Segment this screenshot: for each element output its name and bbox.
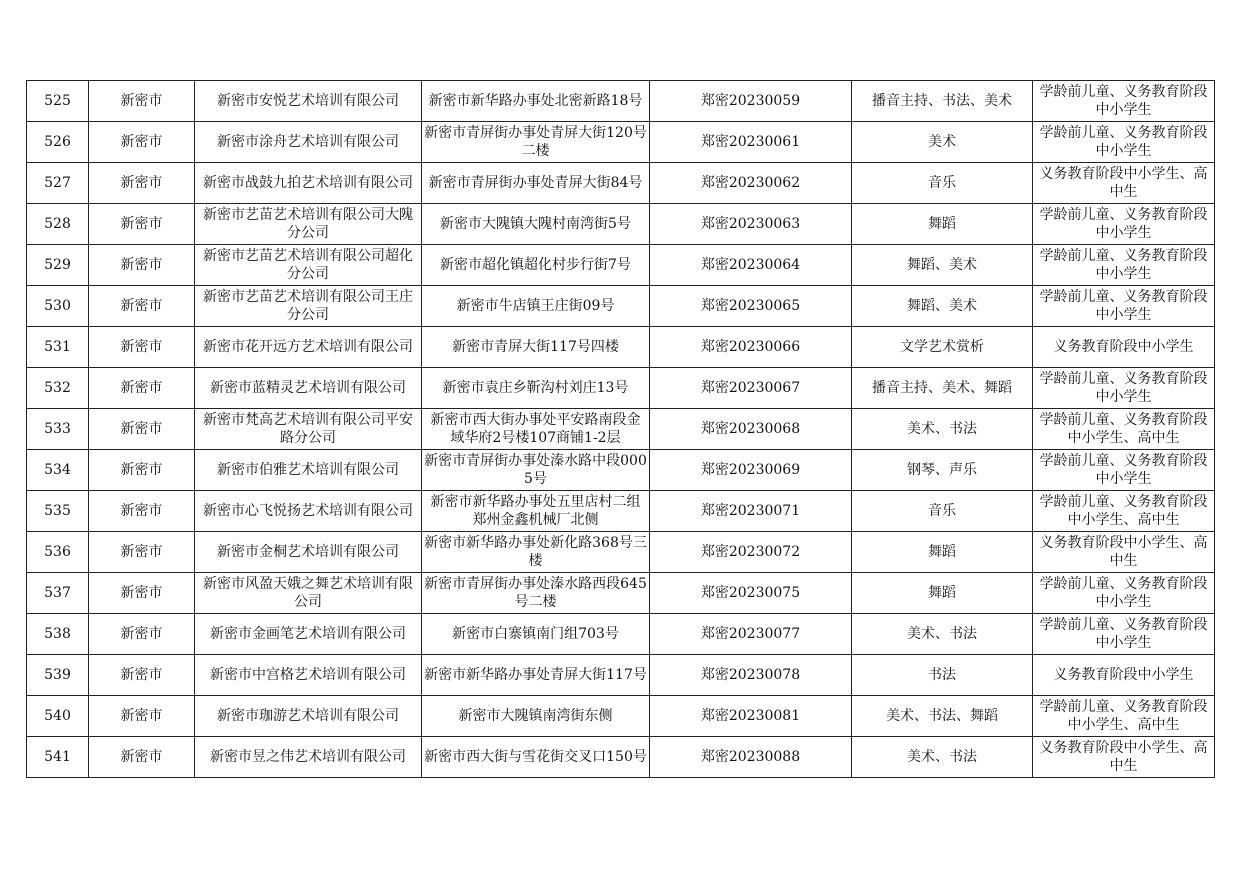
audience-cell: 学龄前儿童、义务教育阶段中小学生 [1033, 614, 1215, 655]
table-row [27, 696, 1215, 737]
city-cell: 新密市 [89, 286, 195, 327]
institution-name-cell: 新密市梵高艺术培训有限公司平安路分公司 [195, 409, 422, 450]
audience-cell: 义务教育阶段中小学生、高中生 [1033, 737, 1215, 778]
institution-name-cell: 新密市涂舟艺术培训有限公司 [195, 122, 422, 163]
city-cell: 新密市 [89, 573, 195, 614]
license-number-cell: 郑密20230072 [650, 532, 852, 573]
audience-cell: 义务教育阶段中小学生 [1033, 327, 1215, 368]
institution-name-cell: 新密市安悦艺术培训有限公司 [195, 81, 422, 122]
city-cell: 新密市 [89, 532, 195, 573]
address-cell: 新密市青屏街办事处青屏大街84号 [422, 163, 650, 204]
audience-cell: 学龄前儿童、义务教育阶段中小学生 [1033, 286, 1215, 327]
subjects-cell: 舞蹈 [852, 573, 1033, 614]
table-row [27, 491, 1215, 532]
row-number-cell: 528 [27, 204, 89, 245]
audience-cell: 学龄前儿童、义务教育阶段中小学生 [1033, 81, 1215, 122]
city-cell: 新密市 [89, 163, 195, 204]
institution-name-cell: 新密市花开远方艺术培训有限公司 [195, 327, 422, 368]
city-cell: 新密市 [89, 450, 195, 491]
table-body [27, 81, 1215, 778]
subjects-cell: 舞蹈 [852, 204, 1033, 245]
subjects-cell: 音乐 [852, 491, 1033, 532]
row-number-cell: 532 [27, 368, 89, 409]
license-number-cell: 郑密20230062 [650, 163, 852, 204]
row-number-cell: 540 [27, 696, 89, 737]
subjects-cell: 美术、书法 [852, 614, 1033, 655]
institution-name-cell: 新密市中宫格艺术培训有限公司 [195, 655, 422, 696]
audience-cell: 学龄前儿童、义务教育阶段中小学生 [1033, 573, 1215, 614]
table-row [27, 81, 1215, 122]
institution-name-cell: 新密市艺苗艺术培训有限公司王庄分公司 [195, 286, 422, 327]
table-row [27, 450, 1215, 491]
row-number-cell: 529 [27, 245, 89, 286]
address-cell: 新密市新华路办事处北密新路18号 [422, 81, 650, 122]
table-row [27, 573, 1215, 614]
institution-name-cell: 新密市珈游艺术培训有限公司 [195, 696, 422, 737]
audience-cell: 学龄前儿童、义务教育阶段中小学生 [1033, 204, 1215, 245]
city-cell: 新密市 [89, 655, 195, 696]
subjects-cell: 舞蹈 [852, 532, 1033, 573]
institution-name-cell: 新密市金桐艺术培训有限公司 [195, 532, 422, 573]
row-number-cell: 533 [27, 409, 89, 450]
row-number-cell: 539 [27, 655, 89, 696]
row-number-cell: 527 [27, 163, 89, 204]
audience-cell: 学龄前儿童、义务教育阶段中小学生、高中生 [1033, 696, 1215, 737]
address-cell: 新密市白寨镇南门组703号 [422, 614, 650, 655]
address-cell: 新密市青屏街办事处溱水路中段0005号 [422, 450, 650, 491]
subjects-cell: 美术、书法、舞蹈 [852, 696, 1033, 737]
table-row [27, 737, 1215, 778]
city-cell: 新密市 [89, 614, 195, 655]
audience-cell: 学龄前儿童、义务教育阶段中小学生、高中生 [1033, 409, 1215, 450]
audience-cell: 义务教育阶段中小学生、高中生 [1033, 532, 1215, 573]
license-number-cell: 郑密20230088 [650, 737, 852, 778]
city-cell: 新密市 [89, 696, 195, 737]
audience-cell: 义务教育阶段中小学生、高中生 [1033, 163, 1215, 204]
subjects-cell: 舞蹈、美术 [852, 245, 1033, 286]
address-cell: 新密市牛店镇王庄街09号 [422, 286, 650, 327]
license-number-cell: 郑密20230075 [650, 573, 852, 614]
row-number-cell: 538 [27, 614, 89, 655]
audience-cell: 义务教育阶段中小学生 [1033, 655, 1215, 696]
table-row [27, 368, 1215, 409]
table-row [27, 327, 1215, 368]
address-cell: 新密市大隗镇大隗村南湾街5号 [422, 204, 650, 245]
table-row [27, 409, 1215, 450]
address-cell: 新密市新华路办事处新化路368号三楼 [422, 532, 650, 573]
address-cell: 新密市袁庄乡靳沟村刘庄13号 [422, 368, 650, 409]
institution-table [26, 80, 1215, 778]
license-number-cell: 郑密20230081 [650, 696, 852, 737]
subjects-cell: 美术、书法 [852, 737, 1033, 778]
address-cell: 新密市西大街与雪花街交叉口150号 [422, 737, 650, 778]
row-number-cell: 535 [27, 491, 89, 532]
row-number-cell: 526 [27, 122, 89, 163]
license-number-cell: 郑密20230071 [650, 491, 852, 532]
license-number-cell: 郑密20230059 [650, 81, 852, 122]
row-number-cell: 525 [27, 81, 89, 122]
audience-cell: 学龄前儿童、义务教育阶段中小学生 [1033, 450, 1215, 491]
audience-cell: 学龄前儿童、义务教育阶段中小学生 [1033, 245, 1215, 286]
address-cell: 新密市青屏街办事处溱水路西段645号二楼 [422, 573, 650, 614]
institution-name-cell: 新密市艺苗艺术培训有限公司大隗分公司 [195, 204, 422, 245]
subjects-cell: 音乐 [852, 163, 1033, 204]
city-cell: 新密市 [89, 409, 195, 450]
city-cell: 新密市 [89, 491, 195, 532]
license-number-cell: 郑密20230078 [650, 655, 852, 696]
license-number-cell: 郑密20230063 [650, 204, 852, 245]
license-number-cell: 郑密20230061 [650, 122, 852, 163]
subjects-cell: 舞蹈、美术 [852, 286, 1033, 327]
table-row [27, 286, 1215, 327]
license-number-cell: 郑密20230067 [650, 368, 852, 409]
license-number-cell: 郑密20230077 [650, 614, 852, 655]
city-cell: 新密市 [89, 245, 195, 286]
city-cell: 新密市 [89, 122, 195, 163]
subjects-cell: 播音主持、美术、舞蹈 [852, 368, 1033, 409]
table-row [27, 532, 1215, 573]
subjects-cell: 美术 [852, 122, 1033, 163]
city-cell: 新密市 [89, 737, 195, 778]
license-number-cell: 郑密20230066 [650, 327, 852, 368]
table-row [27, 245, 1215, 286]
license-number-cell: 郑密20230064 [650, 245, 852, 286]
audience-cell: 学龄前儿童、义务教育阶段中小学生、高中生 [1033, 491, 1215, 532]
row-number-cell: 537 [27, 573, 89, 614]
institution-name-cell: 新密市风盈天娥之舞艺术培训有限公司 [195, 573, 422, 614]
institution-name-cell: 新密市蓝精灵艺术培训有限公司 [195, 368, 422, 409]
city-cell: 新密市 [89, 204, 195, 245]
institution-name-cell: 新密市艺苗艺术培训有限公司超化分公司 [195, 245, 422, 286]
city-cell: 新密市 [89, 368, 195, 409]
row-number-cell: 534 [27, 450, 89, 491]
table-row [27, 655, 1215, 696]
city-cell: 新密市 [89, 327, 195, 368]
row-number-cell: 541 [27, 737, 89, 778]
audience-cell: 学龄前儿童、义务教育阶段中小学生 [1033, 122, 1215, 163]
institution-name-cell: 新密市心飞悦扬艺术培训有限公司 [195, 491, 422, 532]
address-cell: 新密市青屏大街117号四楼 [422, 327, 650, 368]
table-row [27, 614, 1215, 655]
subjects-cell: 播音主持、书法、美术 [852, 81, 1033, 122]
row-number-cell: 530 [27, 286, 89, 327]
subjects-cell: 钢琴、声乐 [852, 450, 1033, 491]
audience-cell: 学龄前儿童、义务教育阶段中小学生 [1033, 368, 1215, 409]
address-cell: 新密市青屏街办事处青屏大街120号二楼 [422, 122, 650, 163]
address-cell: 新密市西大街办事处平安路南段金域华府2号楼107商铺1-2层 [422, 409, 650, 450]
row-number-cell: 536 [27, 532, 89, 573]
license-number-cell: 郑密20230065 [650, 286, 852, 327]
address-cell: 新密市新华路办事处五里店村二组郑州金鑫机械厂北侧 [422, 491, 650, 532]
institution-name-cell: 新密市伯雅艺术培训有限公司 [195, 450, 422, 491]
city-cell: 新密市 [89, 81, 195, 122]
table-row [27, 122, 1215, 163]
license-number-cell: 郑密20230069 [650, 450, 852, 491]
subjects-cell: 美术、书法 [852, 409, 1033, 450]
address-cell: 新密市新华路办事处青屏大街117号 [422, 655, 650, 696]
license-number-cell: 郑密20230068 [650, 409, 852, 450]
table-row [27, 163, 1215, 204]
institution-name-cell: 新密市战鼓九拍艺术培训有限公司 [195, 163, 422, 204]
document-page [26, 80, 1214, 778]
address-cell: 新密市超化镇超化村步行街7号 [422, 245, 650, 286]
institution-name-cell: 新密市昱之伟艺术培训有限公司 [195, 737, 422, 778]
subjects-cell: 文学艺术赏析 [852, 327, 1033, 368]
address-cell: 新密市大隗镇南湾街东侧 [422, 696, 650, 737]
table-row [27, 204, 1215, 245]
subjects-cell: 书法 [852, 655, 1033, 696]
institution-name-cell: 新密市金画笔艺术培训有限公司 [195, 614, 422, 655]
row-number-cell: 531 [27, 327, 89, 368]
